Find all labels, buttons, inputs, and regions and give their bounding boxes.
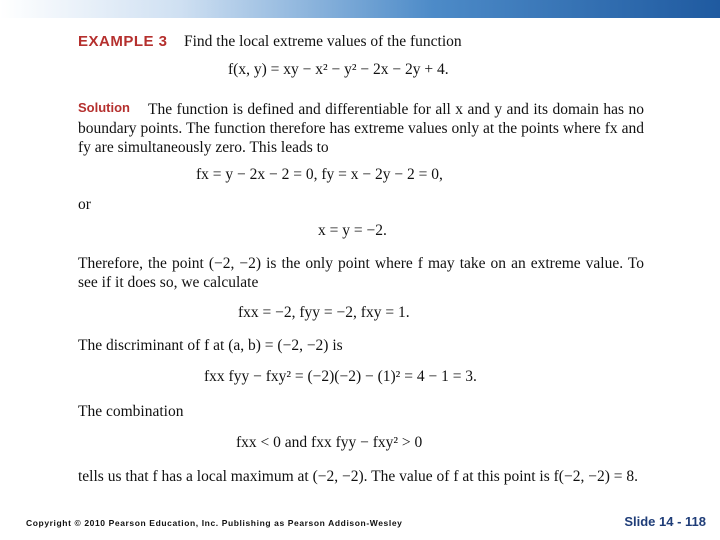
function-equation: f(x, y) = xy − x² − y² − 2x − 2y + 4. (228, 61, 449, 78)
partials-equation: fx = y − 2x − 2 = 0, fy = x − 2y − 2 = 0, (196, 166, 443, 183)
xy-equation: x = y = −2. (318, 222, 387, 239)
discriminant-equation: fxx fyy − fxy² = (−2)(−2) − (1)² = 4 − 1 = 3. (204, 368, 477, 385)
or-word: or (78, 196, 91, 213)
solution-paragraph-3: The discriminant of f at (a, b) = (−2, −2) is (78, 337, 343, 354)
solution-paragraph-5: tells us that f has a local maximum at (−2, −2). The value of f at this point is f(−2, −2) = 8. (78, 468, 638, 485)
solution-paragraph-4: The combination (78, 403, 184, 420)
combination-equation: fxx < 0 and fxx fyy − fxy² > 0 (236, 434, 423, 451)
second-derivatives-equation: fxx = −2, fyy = −2, fxy = 1. (238, 304, 410, 321)
example-text: Find the local extreme values of the function (184, 33, 462, 50)
copyright-footer: Copyright © 2010 Pearson Education, Inc. Publishing as Pearson Addison-Wesley (26, 518, 403, 528)
example-label: EXAMPLE 3 (78, 33, 168, 50)
title-bar-gradient (0, 0, 720, 18)
slide-number: Slide 14 - 118 (624, 514, 706, 529)
solution-paragraph-2: Therefore, the point (−2, −2) is the only point where f may take on an extreme value. To see if it does so, we calculate (78, 255, 644, 291)
solution-label: Solution (78, 100, 130, 115)
solution-paragraph-1: The function is defined and differentiable for all x and y and its domain has no boundary points. The function therefore has extreme values only at the points where fx and fy are simultaneously zero. This leads to (78, 101, 644, 156)
